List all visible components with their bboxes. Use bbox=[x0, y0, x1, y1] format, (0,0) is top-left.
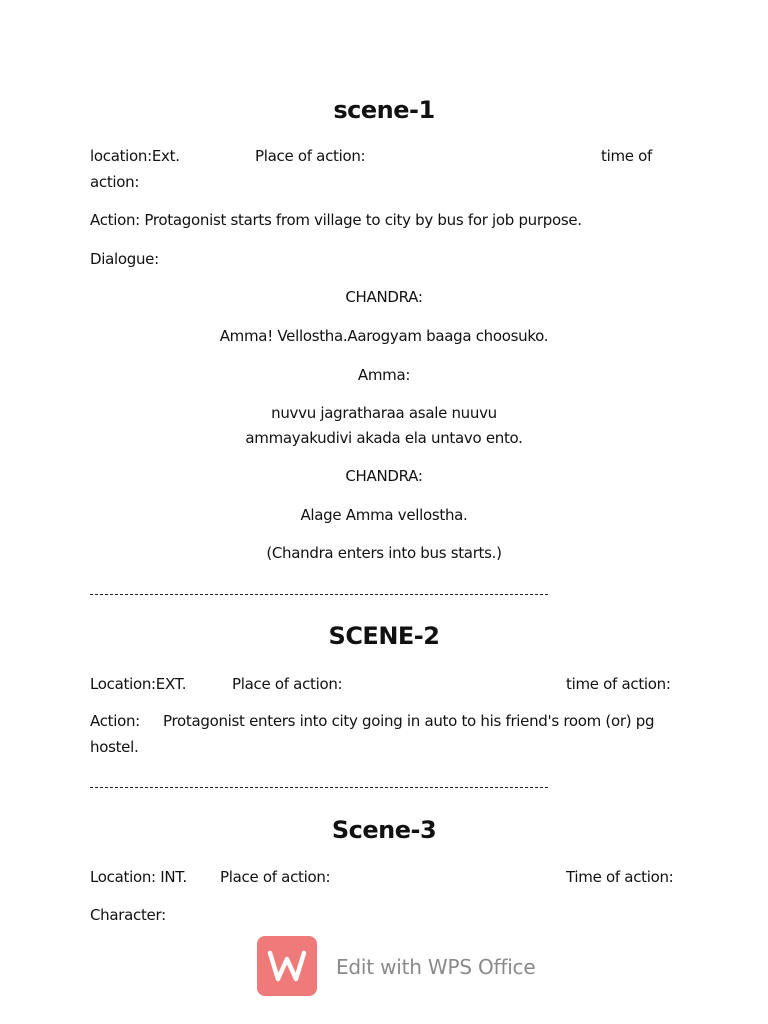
scene2-heading: SCENE-2 bbox=[328, 622, 440, 650]
scene1-place-of-action: Place of action: bbox=[255, 147, 366, 165]
dialogue-character-chandra: CHANDRA: bbox=[345, 467, 423, 485]
scene2-location: Location:EXT. bbox=[90, 675, 187, 693]
wps-watermark-text[interactable]: Edit with WPS Office bbox=[336, 955, 536, 979]
wps-w-glyph bbox=[267, 949, 307, 983]
scene1-action: Action: Protagonist starts from village to city by bus for job purpose. bbox=[90, 211, 582, 229]
scene3-heading: Scene-3 bbox=[331, 816, 437, 844]
dialogue-line: ammayakudivi akada ela untavo ento. bbox=[245, 429, 523, 447]
dialogue-line: nuvvu jagratharaa asale nuuvu bbox=[271, 404, 497, 422]
scene3-place-of-action: Place of action: bbox=[220, 868, 331, 886]
scene1-heading: scene-1 bbox=[333, 96, 435, 124]
scene1-time-of: time of bbox=[601, 147, 653, 165]
scene-divider bbox=[90, 594, 548, 595]
dialogue-character-chandra: CHANDRA: bbox=[345, 288, 423, 306]
scene2-time-of-action: time of action: bbox=[566, 675, 671, 693]
dialogue-stage-direction: (Chandra enters into bus starts.) bbox=[266, 544, 502, 562]
scene1-dialogue-label: Dialogue: bbox=[90, 250, 159, 268]
wps-logo-icon[interactable] bbox=[257, 936, 317, 996]
scene3-time-of-action: Time of action: bbox=[566, 868, 674, 886]
scene-divider bbox=[90, 787, 548, 788]
scene2-place-of-action: Place of action: bbox=[232, 675, 343, 693]
dialogue-line: Alage Amma vellostha. bbox=[300, 506, 468, 524]
scene2-action-text: Protagonist enters into city going in auto to his friend's room (or) pg bbox=[163, 712, 655, 730]
scene3-location: Location: INT. bbox=[90, 868, 187, 886]
dialogue-character-amma: Amma: bbox=[357, 366, 411, 384]
scene1-location: location:Ext. bbox=[90, 147, 180, 165]
scene1-time-action: action: bbox=[90, 173, 140, 191]
scene3-character-label: Character: bbox=[90, 906, 166, 924]
dialogue-line: Amma! Vellostha.Aarogyam baaga choosuko. bbox=[219, 327, 549, 345]
scene2-action-text-cont: hostel. bbox=[90, 738, 139, 756]
scene2-action-label: Action: bbox=[90, 712, 140, 730]
